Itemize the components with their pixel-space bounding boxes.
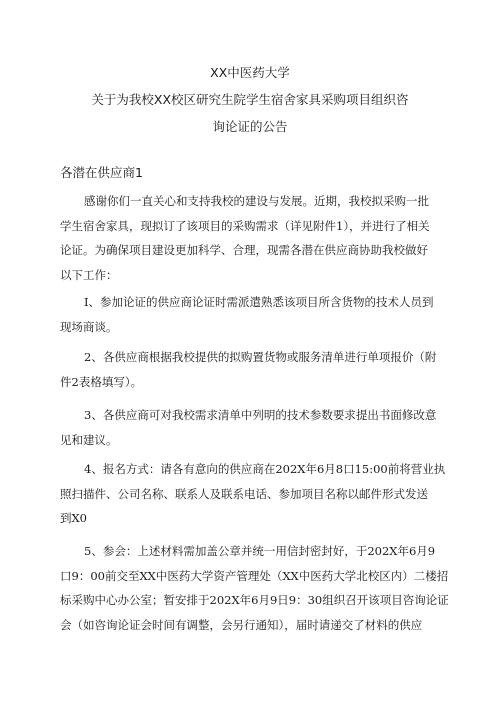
title-line-university: XX中医药大学 <box>210 65 290 80</box>
text-line: 件2表格填写）。 <box>60 374 143 389</box>
text-line: 照扫描件、公司名称、联系人及联系电话、参加项目名称以邮件形式发送 <box>60 486 428 501</box>
salutation-heading: 各潜在供应商1 <box>60 165 143 180</box>
title-line-announcement: 关于为我校XX校区研究生院学生宿舍家具采购项目组织咨 <box>91 92 409 107</box>
text-line: 以下工作： <box>60 267 118 282</box>
text-line: 见和建议。 <box>60 432 118 447</box>
text-line: 口9：00前交至XX中医药大学资产管理处（XX中医药大学北校区内）二楼招 <box>60 568 449 583</box>
paragraph-item-2 <box>60 345 438 394</box>
text-line: 会（如咨询论证会时间有调整，会另行通知），届时请递交了材料的供应 <box>60 617 423 632</box>
text-line: I、参加论证的供应商论证时需派遣熟悉该项目所含货物的技术人员到 <box>84 295 434 309</box>
text-line: 学生宿舍家具，现拟订了该项目的采购需求（详见附件1），并进行了相关 <box>60 218 430 233</box>
text-line: 4、报名方式：请各有意向的供应商在202X年6月8口15:00前将营业执 <box>84 462 446 476</box>
text-line: 论证。为确保项目建设更加科学、合理，现需各潜在供应商协助我校做好 <box>60 243 428 257</box>
paragraph-item-4 <box>60 457 446 531</box>
document-title <box>60 59 440 140</box>
paragraph-item-3 <box>60 403 438 452</box>
text-line: 3、各供应商可对我校需求清单中列明的技术参数要求提出书面修改意 <box>84 408 437 422</box>
text-line: 2、各供应商根据我校提供的拟购置货物或服务清单进行单项报价（附 <box>84 350 437 364</box>
text-line: 标采购中心办公室；暂安排于202X年6月9日9：30组织召开该项目咨询论证 <box>60 593 449 607</box>
paragraph-item-5 <box>60 539 449 637</box>
text-line: 感谢你们一直关心和支持我校的建设与发展。近期，我校拟采购一批 <box>84 194 429 208</box>
text-line: 5、参会：上述材料需加盖公章并统一用信封密封好，于202X年6月9 <box>84 544 436 558</box>
text-line: 到X0 <box>60 511 88 525</box>
title-line-announcement-cont: 询论证的公告 <box>212 119 288 134</box>
text-line: 现场商谈。 <box>60 319 118 334</box>
paragraph-intro <box>60 189 438 287</box>
paragraph-item-1 <box>60 290 438 339</box>
